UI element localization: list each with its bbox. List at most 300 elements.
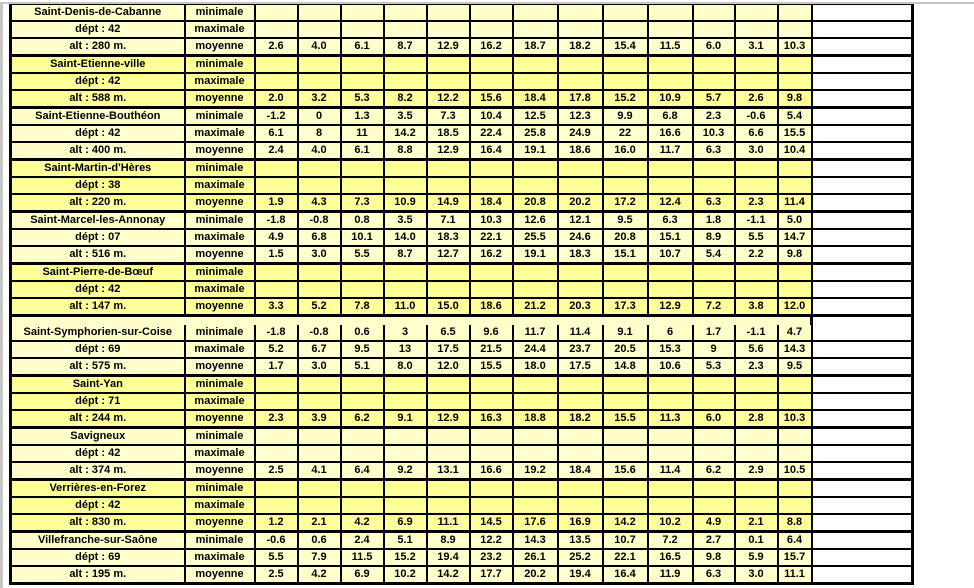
- value-cell[interactable]: 11.7: [513, 325, 558, 341]
- value-cell[interactable]: [255, 56, 298, 74]
- annual-value-cell[interactable]: 15.5: [778, 125, 812, 142]
- station-dept-cell[interactable]: dépt : 07: [11, 229, 185, 246]
- value-cell[interactable]: 4.0: [298, 38, 341, 56]
- value-cell[interactable]: [470, 4, 513, 22]
- row-type-cell[interactable]: maximale: [185, 281, 255, 298]
- value-cell[interactable]: [384, 21, 427, 38]
- value-cell[interactable]: 6.6: [735, 125, 778, 142]
- value-cell[interactable]: 6.0: [693, 410, 735, 428]
- value-cell[interactable]: 6.4: [341, 462, 384, 480]
- value-cell[interactable]: 12.9: [648, 298, 693, 316]
- value-cell[interactable]: 16.4: [603, 566, 648, 584]
- value-cell[interactable]: [427, 4, 470, 22]
- value-cell[interactable]: 9.8: [693, 549, 735, 566]
- value-cell[interactable]: 11.7: [648, 142, 693, 160]
- value-cell[interactable]: [341, 480, 384, 498]
- value-cell[interactable]: [648, 445, 693, 462]
- value-cell[interactable]: [513, 177, 558, 194]
- value-cell[interactable]: -1.8: [255, 212, 298, 230]
- value-cell[interactable]: [513, 497, 558, 514]
- annual-value-cell[interactable]: 10.3: [778, 38, 812, 56]
- value-cell[interactable]: 15.5: [470, 358, 513, 376]
- value-cell[interactable]: [558, 21, 603, 38]
- value-cell[interactable]: [603, 4, 648, 22]
- station-dept-cell[interactable]: dépt : 71: [11, 393, 185, 410]
- value-cell[interactable]: 8.0: [384, 358, 427, 376]
- value-cell[interactable]: 3.0: [298, 246, 341, 264]
- value-cell[interactable]: [298, 73, 341, 90]
- value-cell[interactable]: [603, 497, 648, 514]
- row-type-cell[interactable]: maximale: [185, 125, 255, 142]
- value-cell[interactable]: [255, 497, 298, 514]
- value-cell[interactable]: [427, 428, 470, 446]
- station-name-cell[interactable]: Saint-Marcel-les-Annonay: [11, 212, 185, 230]
- row-type-cell[interactable]: moyenne: [185, 90, 255, 108]
- value-cell[interactable]: 7.3: [427, 108, 470, 126]
- value-cell[interactable]: [298, 376, 341, 394]
- value-cell[interactable]: [298, 428, 341, 446]
- station-name-cell[interactable]: Saint-Pierre-de-Bœuf: [11, 264, 185, 282]
- value-cell[interactable]: [298, 264, 341, 282]
- value-cell[interactable]: [298, 281, 341, 298]
- value-cell[interactable]: 8.9: [693, 229, 735, 246]
- value-cell[interactable]: 21.5: [470, 341, 513, 358]
- value-cell[interactable]: 12.9: [427, 410, 470, 428]
- value-cell[interactable]: 6.3: [693, 142, 735, 160]
- value-cell[interactable]: 5.1: [341, 358, 384, 376]
- value-cell[interactable]: 7.9: [298, 549, 341, 566]
- value-cell[interactable]: 18.6: [470, 298, 513, 316]
- value-cell[interactable]: [558, 445, 603, 462]
- annual-value-cell[interactable]: 15.7: [778, 549, 812, 566]
- station-dept-cell[interactable]: dépt : 42: [11, 73, 185, 90]
- value-cell[interactable]: -0.8: [298, 212, 341, 230]
- value-cell[interactable]: 9.5: [603, 212, 648, 230]
- value-cell[interactable]: [693, 56, 735, 74]
- value-cell[interactable]: -0.6: [735, 108, 778, 126]
- annual-value-cell[interactable]: 14.3: [778, 341, 812, 358]
- value-cell[interactable]: [735, 393, 778, 410]
- value-cell[interactable]: [513, 376, 558, 394]
- value-cell[interactable]: [648, 497, 693, 514]
- station-dept-cell[interactable]: dépt : 42: [11, 21, 185, 38]
- annual-value-cell[interactable]: 8.8: [778, 514, 812, 532]
- annual-value-cell[interactable]: 9.8: [778, 246, 812, 264]
- value-cell[interactable]: 6.3: [648, 212, 693, 230]
- value-cell[interactable]: 25.5: [513, 229, 558, 246]
- value-cell[interactable]: 16.9: [558, 514, 603, 532]
- value-cell[interactable]: 18.8: [513, 410, 558, 428]
- value-cell[interactable]: [298, 177, 341, 194]
- row-type-cell[interactable]: minimale: [185, 56, 255, 74]
- value-cell[interactable]: [558, 376, 603, 394]
- station-name-cell[interactable]: Saint-Etienne-ville: [11, 56, 185, 74]
- value-cell[interactable]: [255, 160, 298, 178]
- value-cell[interactable]: [470, 56, 513, 74]
- value-cell[interactable]: [603, 160, 648, 178]
- value-cell[interactable]: 6.3: [693, 194, 735, 212]
- station-alt-cell[interactable]: alt : 195 m.: [11, 566, 185, 584]
- annual-value-cell[interactable]: 12.0: [778, 298, 812, 316]
- value-cell[interactable]: [384, 73, 427, 90]
- value-cell[interactable]: 16.6: [470, 462, 513, 480]
- value-cell[interactable]: 5.2: [255, 341, 298, 358]
- row-type-cell[interactable]: maximale: [185, 445, 255, 462]
- value-cell[interactable]: 4.2: [298, 566, 341, 584]
- value-cell[interactable]: [558, 177, 603, 194]
- row-type-cell[interactable]: maximale: [185, 341, 255, 358]
- value-cell[interactable]: [384, 281, 427, 298]
- value-cell[interactable]: [341, 4, 384, 22]
- row-type-cell[interactable]: moyenne: [185, 358, 255, 376]
- value-cell[interactable]: [693, 428, 735, 446]
- value-cell[interactable]: 18.2: [558, 410, 603, 428]
- value-cell[interactable]: 14.8: [603, 358, 648, 376]
- value-cell[interactable]: [427, 21, 470, 38]
- value-cell[interactable]: 10.2: [384, 566, 427, 584]
- value-cell[interactable]: [470, 445, 513, 462]
- value-cell[interactable]: [427, 56, 470, 74]
- value-cell[interactable]: 5.1: [384, 532, 427, 550]
- value-cell[interactable]: 2.5: [255, 566, 298, 584]
- value-cell[interactable]: 5.5: [735, 229, 778, 246]
- value-cell[interactable]: [648, 264, 693, 282]
- value-cell[interactable]: 3.1: [735, 38, 778, 56]
- value-cell[interactable]: 6.3: [693, 566, 735, 584]
- station-alt-cell[interactable]: alt : 516 m.: [11, 246, 185, 264]
- value-cell[interactable]: 15.1: [603, 246, 648, 264]
- value-cell[interactable]: 5.2: [298, 298, 341, 316]
- value-cell[interactable]: 3.5: [384, 108, 427, 126]
- station-alt-cell[interactable]: alt : 244 m.: [11, 410, 185, 428]
- annual-value-cell[interactable]: [778, 376, 812, 394]
- value-cell[interactable]: [513, 160, 558, 178]
- station-alt-cell[interactable]: alt : 220 m.: [11, 194, 185, 212]
- annual-value-cell[interactable]: 4.7: [778, 325, 812, 341]
- value-cell[interactable]: 17.5: [427, 341, 470, 358]
- value-cell[interactable]: [558, 497, 603, 514]
- value-cell[interactable]: [384, 4, 427, 22]
- value-cell[interactable]: 1.7: [693, 325, 735, 341]
- value-cell[interactable]: 9.1: [384, 410, 427, 428]
- value-cell[interactable]: [384, 376, 427, 394]
- value-cell[interactable]: 6.1: [255, 125, 298, 142]
- value-cell[interactable]: 22.1: [603, 549, 648, 566]
- value-cell[interactable]: 18.0: [513, 358, 558, 376]
- value-cell[interactable]: [693, 4, 735, 22]
- value-cell[interactable]: [255, 4, 298, 22]
- value-cell[interactable]: [427, 445, 470, 462]
- value-cell[interactable]: [648, 177, 693, 194]
- value-cell[interactable]: 8.7: [384, 246, 427, 264]
- value-cell[interactable]: [603, 428, 648, 446]
- value-cell[interactable]: 10.4: [470, 108, 513, 126]
- value-cell[interactable]: 8.7: [384, 38, 427, 56]
- value-cell[interactable]: 5.5: [255, 549, 298, 566]
- value-cell[interactable]: 11.1: [427, 514, 470, 532]
- value-cell[interactable]: [470, 160, 513, 178]
- value-cell[interactable]: [735, 480, 778, 498]
- station-name-cell[interactable]: Verrières-en-Forez: [11, 480, 185, 498]
- value-cell[interactable]: 11.0: [384, 298, 427, 316]
- value-cell[interactable]: [341, 393, 384, 410]
- row-type-cell[interactable]: maximale: [185, 229, 255, 246]
- value-cell[interactable]: [648, 281, 693, 298]
- annual-value-cell[interactable]: 11.4: [778, 194, 812, 212]
- value-cell[interactable]: 9.6: [470, 325, 513, 341]
- value-cell[interactable]: [341, 445, 384, 462]
- value-cell[interactable]: 7.1: [427, 212, 470, 230]
- value-cell[interactable]: 7.2: [648, 532, 693, 550]
- value-cell[interactable]: 14.2: [603, 514, 648, 532]
- value-cell[interactable]: [255, 428, 298, 446]
- row-type-cell[interactable]: minimale: [185, 428, 255, 446]
- value-cell[interactable]: 5.4: [693, 246, 735, 264]
- value-cell[interactable]: [427, 480, 470, 498]
- value-cell[interactable]: 11.5: [648, 38, 693, 56]
- value-cell[interactable]: [341, 73, 384, 90]
- value-cell[interactable]: [693, 177, 735, 194]
- value-cell[interactable]: 2.5: [255, 462, 298, 480]
- annual-value-cell[interactable]: [778, 264, 812, 282]
- value-cell[interactable]: 20.2: [558, 194, 603, 212]
- station-alt-cell[interactable]: alt : 575 m.: [11, 358, 185, 376]
- value-cell[interactable]: [298, 480, 341, 498]
- value-cell[interactable]: [648, 21, 693, 38]
- value-cell[interactable]: [384, 480, 427, 498]
- value-cell[interactable]: 2.0: [255, 90, 298, 108]
- value-cell[interactable]: 2.9: [735, 462, 778, 480]
- value-cell[interactable]: [648, 428, 693, 446]
- value-cell[interactable]: 6.0: [693, 38, 735, 56]
- value-cell[interactable]: 2.1: [735, 514, 778, 532]
- value-cell[interactable]: 12.4: [648, 194, 693, 212]
- value-cell[interactable]: [648, 73, 693, 90]
- value-cell[interactable]: 12.1: [558, 212, 603, 230]
- value-cell[interactable]: 23.7: [558, 341, 603, 358]
- value-cell[interactable]: 14.2: [427, 566, 470, 584]
- value-cell[interactable]: 15.3: [648, 341, 693, 358]
- station-alt-cell[interactable]: alt : 374 m.: [11, 462, 185, 480]
- value-cell[interactable]: [255, 376, 298, 394]
- value-cell[interactable]: [470, 376, 513, 394]
- value-cell[interactable]: [384, 428, 427, 446]
- value-cell[interactable]: 18.7: [513, 38, 558, 56]
- value-cell[interactable]: 1.3: [341, 108, 384, 126]
- value-cell[interactable]: 7.2: [693, 298, 735, 316]
- value-cell[interactable]: 4.0: [298, 142, 341, 160]
- value-cell[interactable]: 19.2: [513, 462, 558, 480]
- value-cell[interactable]: [735, 445, 778, 462]
- station-name-cell[interactable]: Saint-Martin-d'Hères: [11, 160, 185, 178]
- value-cell[interactable]: 3.2: [298, 90, 341, 108]
- value-cell[interactable]: [470, 177, 513, 194]
- annual-value-cell[interactable]: 14.7: [778, 229, 812, 246]
- value-cell[interactable]: [648, 160, 693, 178]
- value-cell[interactable]: [470, 73, 513, 90]
- value-cell[interactable]: 6.1: [341, 38, 384, 56]
- value-cell[interactable]: 4.1: [298, 462, 341, 480]
- station-dept-cell[interactable]: dépt : 42: [11, 497, 185, 514]
- value-cell[interactable]: [735, 21, 778, 38]
- value-cell[interactable]: [470, 480, 513, 498]
- value-cell[interactable]: 6.9: [341, 566, 384, 584]
- annual-value-cell[interactable]: 5.0: [778, 212, 812, 230]
- value-cell[interactable]: 9.2: [384, 462, 427, 480]
- value-cell[interactable]: 6.5: [427, 325, 470, 341]
- value-cell[interactable]: 0: [298, 108, 341, 126]
- value-cell[interactable]: [513, 73, 558, 90]
- row-type-cell[interactable]: moyenne: [185, 38, 255, 56]
- value-cell[interactable]: 26.1: [513, 549, 558, 566]
- value-cell[interactable]: [255, 21, 298, 38]
- value-cell[interactable]: 12.2: [470, 532, 513, 550]
- value-cell[interactable]: [255, 264, 298, 282]
- value-cell[interactable]: [648, 393, 693, 410]
- value-cell[interactable]: [735, 497, 778, 514]
- value-cell[interactable]: 2.3: [255, 410, 298, 428]
- value-cell[interactable]: [470, 264, 513, 282]
- value-cell[interactable]: [513, 4, 558, 22]
- value-cell[interactable]: 2.2: [735, 246, 778, 264]
- row-type-cell[interactable]: moyenne: [185, 246, 255, 264]
- value-cell[interactable]: [693, 376, 735, 394]
- value-cell[interactable]: 19.1: [513, 246, 558, 264]
- value-cell[interactable]: 0.8: [341, 212, 384, 230]
- annual-value-cell[interactable]: [778, 177, 812, 194]
- value-cell[interactable]: 24.9: [558, 125, 603, 142]
- value-cell[interactable]: [341, 376, 384, 394]
- value-cell[interactable]: [513, 480, 558, 498]
- value-cell[interactable]: 15.6: [603, 462, 648, 480]
- value-cell[interactable]: 9.1: [603, 325, 648, 341]
- row-type-cell[interactable]: moyenne: [185, 566, 255, 584]
- value-cell[interactable]: [558, 281, 603, 298]
- value-cell[interactable]: [255, 480, 298, 498]
- value-cell[interactable]: 20.3: [558, 298, 603, 316]
- value-cell[interactable]: 18.6: [558, 142, 603, 160]
- row-type-cell[interactable]: moyenne: [185, 410, 255, 428]
- value-cell[interactable]: [255, 393, 298, 410]
- value-cell[interactable]: 10.1: [341, 229, 384, 246]
- station-name-cell[interactable]: Saint-Yan: [11, 376, 185, 394]
- row-type-cell[interactable]: minimale: [185, 212, 255, 230]
- value-cell[interactable]: 23.2: [470, 549, 513, 566]
- value-cell[interactable]: 11.4: [558, 325, 603, 341]
- value-cell[interactable]: [735, 160, 778, 178]
- value-cell[interactable]: [427, 73, 470, 90]
- value-cell[interactable]: [735, 281, 778, 298]
- value-cell[interactable]: [470, 21, 513, 38]
- value-cell[interactable]: -1.1: [735, 325, 778, 341]
- value-cell[interactable]: [558, 56, 603, 74]
- value-cell[interactable]: 2.3: [693, 108, 735, 126]
- value-cell[interactable]: [255, 177, 298, 194]
- value-cell[interactable]: [298, 445, 341, 462]
- annual-value-cell[interactable]: 10.4: [778, 142, 812, 160]
- value-cell[interactable]: 13.5: [558, 532, 603, 550]
- value-cell[interactable]: 25.2: [558, 549, 603, 566]
- value-cell[interactable]: -1.8: [255, 325, 298, 341]
- value-cell[interactable]: [735, 4, 778, 22]
- station-alt-cell[interactable]: alt : 588 m.: [11, 90, 185, 108]
- value-cell[interactable]: [603, 56, 648, 74]
- station-name-cell[interactable]: Saint-Symphorien-sur-Coise: [11, 325, 185, 341]
- value-cell[interactable]: 0.6: [298, 532, 341, 550]
- value-cell[interactable]: 8.2: [384, 90, 427, 108]
- row-type-cell[interactable]: maximale: [185, 73, 255, 90]
- station-alt-cell[interactable]: alt : 830 m.: [11, 514, 185, 532]
- value-cell[interactable]: [513, 445, 558, 462]
- value-cell[interactable]: 15.2: [384, 549, 427, 566]
- value-cell[interactable]: 18.5: [427, 125, 470, 142]
- value-cell[interactable]: [558, 160, 603, 178]
- station-alt-cell[interactable]: alt : 147 m.: [11, 298, 185, 316]
- value-cell[interactable]: 1.5: [255, 246, 298, 264]
- value-cell[interactable]: [693, 160, 735, 178]
- value-cell[interactable]: [693, 497, 735, 514]
- value-cell[interactable]: 3.9: [298, 410, 341, 428]
- value-cell[interactable]: 2.3: [735, 358, 778, 376]
- value-cell[interactable]: [470, 428, 513, 446]
- station-dept-cell[interactable]: dépt : 42: [11, 281, 185, 298]
- value-cell[interactable]: [735, 428, 778, 446]
- value-cell[interactable]: 10.3: [470, 212, 513, 230]
- value-cell[interactable]: [255, 281, 298, 298]
- value-cell[interactable]: 18.4: [513, 90, 558, 108]
- value-cell[interactable]: 16.4: [470, 142, 513, 160]
- value-cell[interactable]: [513, 428, 558, 446]
- value-cell[interactable]: 14.2: [384, 125, 427, 142]
- value-cell[interactable]: 5.9: [735, 549, 778, 566]
- value-cell[interactable]: [470, 281, 513, 298]
- value-cell[interactable]: 12.6: [513, 212, 558, 230]
- value-cell[interactable]: 5.3: [341, 90, 384, 108]
- row-type-cell[interactable]: maximale: [185, 497, 255, 514]
- value-cell[interactable]: 4.9: [693, 514, 735, 532]
- value-cell[interactable]: 5.5: [341, 246, 384, 264]
- value-cell[interactable]: 16.5: [648, 549, 693, 566]
- value-cell[interactable]: [384, 264, 427, 282]
- value-cell[interactable]: 0.6: [341, 325, 384, 341]
- value-cell[interactable]: 3.5: [384, 212, 427, 230]
- value-cell[interactable]: 10.3: [693, 125, 735, 142]
- value-cell[interactable]: [513, 56, 558, 74]
- row-type-cell[interactable]: moyenne: [185, 194, 255, 212]
- value-cell[interactable]: [513, 264, 558, 282]
- annual-value-cell[interactable]: [778, 21, 812, 38]
- value-cell[interactable]: 15.0: [427, 298, 470, 316]
- row-type-cell[interactable]: maximale: [185, 177, 255, 194]
- value-cell[interactable]: 8: [298, 125, 341, 142]
- row-type-cell[interactable]: minimale: [185, 160, 255, 178]
- annual-value-cell[interactable]: 10.5: [778, 462, 812, 480]
- row-type-cell[interactable]: moyenne: [185, 462, 255, 480]
- value-cell[interactable]: 6.9: [384, 514, 427, 532]
- value-cell[interactable]: [558, 393, 603, 410]
- value-cell[interactable]: 3: [384, 325, 427, 341]
- value-cell[interactable]: 10.7: [603, 532, 648, 550]
- value-cell[interactable]: 22.1: [470, 229, 513, 246]
- value-cell[interactable]: 8.8: [384, 142, 427, 160]
- annual-value-cell[interactable]: [778, 428, 812, 446]
- value-cell[interactable]: [298, 497, 341, 514]
- value-cell[interactable]: 1.9: [255, 194, 298, 212]
- value-cell[interactable]: [735, 177, 778, 194]
- value-cell[interactable]: [735, 376, 778, 394]
- station-alt-cell[interactable]: alt : 280 m.: [11, 38, 185, 56]
- row-type-cell[interactable]: moyenne: [185, 514, 255, 532]
